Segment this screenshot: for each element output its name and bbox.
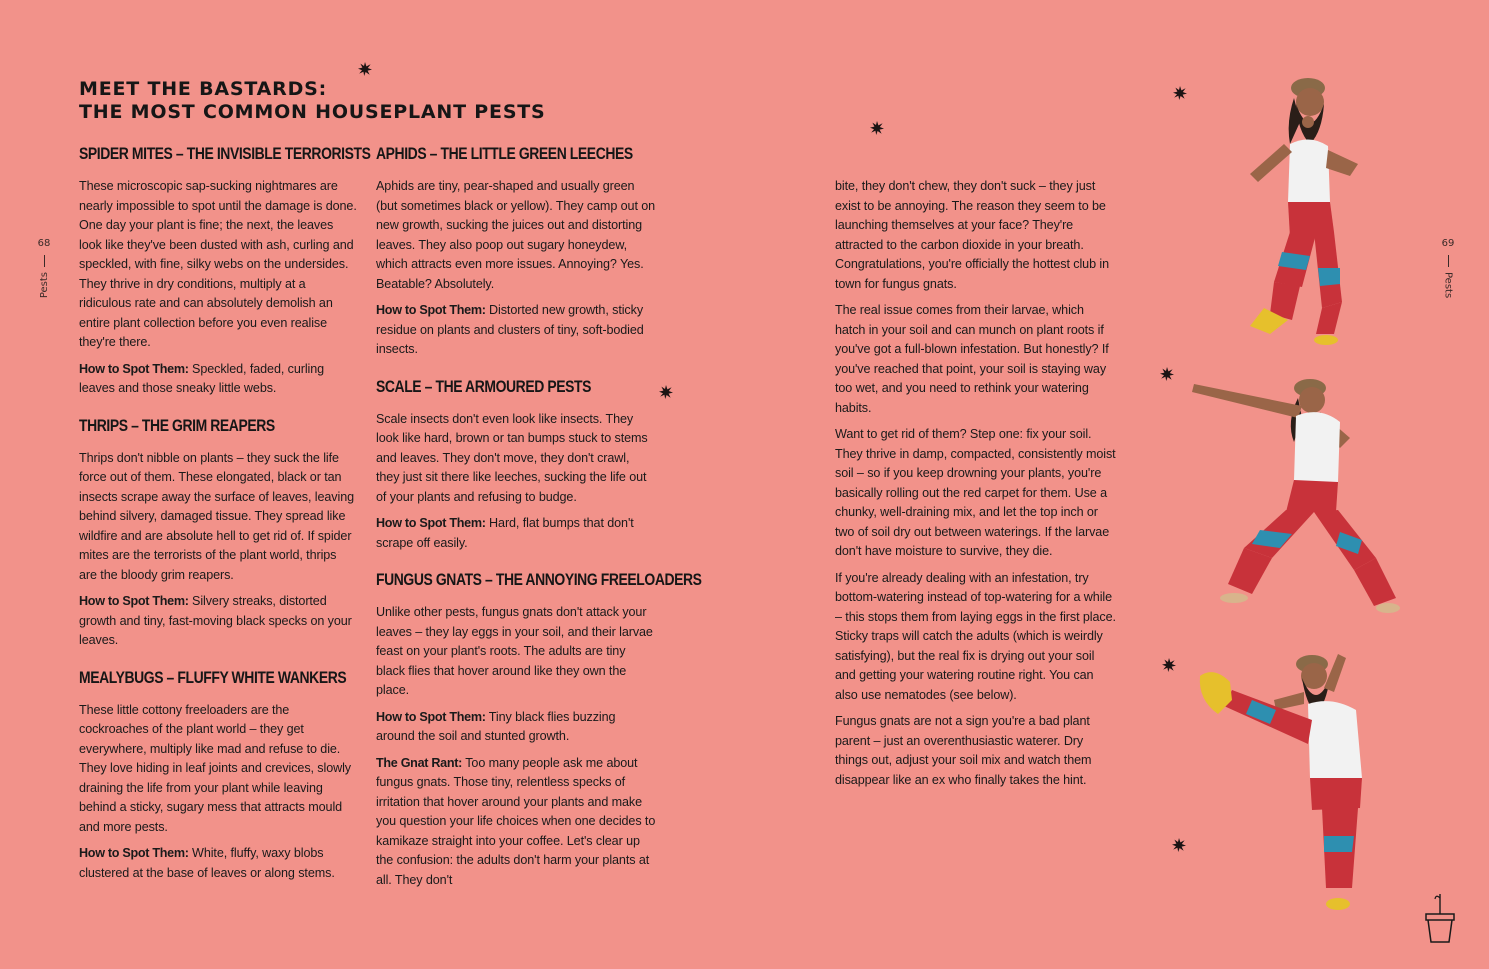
title-line-2: THE MOST COMMON HOUSEPLANT PESTS (79, 101, 546, 123)
column-3 (835, 177, 1117, 797)
spot-text: Speckled, faded, curling leaves and those sneaky little webs. (79, 361, 325, 395)
rant-label: The Gnat Rant: (376, 755, 463, 770)
paragraph-scale: Scale insects don't even look like insects. They look like hard, brown or tan bumps stuck to stems and leaves. They don't move, they don't crawl, they just sit there like leeches, sucking the life out of your plants and refusing to budge. (376, 411, 648, 504)
spot-text: Distorted new growth, sticky residue on plants and clusters of tiny, soft-bodied insects. (376, 303, 644, 356)
column-1 (79, 143, 371, 890)
paragraph-not-a-bad-parent: Fungus gnats are not a sign you're a bad plant parent – just an overenthusiastic waterer. Dry things out, adjust your soil mix and watch them disappear like an ex who finally takes the hint. (835, 714, 1092, 787)
splat-icon (358, 62, 372, 76)
paragraph-fix-soil: Want to get rid of them? Step one: fix your soil. They thrive in damp, compacted, consistently moist soil – so if you keep drowning your plants, you're basically rolling out the red carpet for them. Use a chunky, well-draining mix, and let the top inch or two of soil dry out between waterings. If the larvae don't have moisture to survive, they die. (835, 427, 1116, 558)
heading-aphids: APHIDS – THE LITTLE GREEN LEECHES (376, 144, 633, 163)
paragraph-spider-mites: These microscopic sap-sucking nightmares are nearly impossible to spot until the damage is done. One day your plant is fine; the next, the leaves look like they've been dusted with ash, curling and speckled, with fine, silky webs on the undersides. They thrive in dry conditions, multiply at a ridiculous rate and can absolutely demolish an entire plant collection before you even realise they're there. (79, 179, 357, 349)
paragraph-mealybugs: These little cottony freeloaders are the cockroaches of the plant world – they get everywhere, multiply like mad and refuse to die. They love hiding in leaf joints and crevices, slowly draining the life from your plant while leaving behind a sticky, sugary mess that attracts mould and more pests. (79, 702, 351, 834)
spot-text: Silvery streaks, distorted growth and tiny, fast-moving black specks on your leaves. (79, 594, 352, 647)
page-title (79, 78, 546, 124)
spot-scale (376, 514, 656, 553)
spot-spider-mites (79, 360, 357, 399)
heading-scale: SCALE – THE ARMOURED PESTS (376, 376, 591, 396)
splat-icon (1162, 658, 1176, 672)
paragraph-larvae: The real issue comes from their larvae, which hatch in your soil and can munch on plant roots if you've got a full-blown infestation. But honestly? If you've reached that point, your soil is staying way too wet, and you need to rethink your watering habits. (835, 303, 1109, 415)
page-marker-right (1440, 238, 1456, 298)
section-label-right: Pests (1442, 272, 1454, 299)
spot-fungus-gnats (376, 708, 656, 747)
divider (44, 255, 45, 267)
heading-mealybugs: MEALYBUGS – FLUFFY WHITE WANKERS (79, 667, 347, 687)
person-photo-kick-pose (1192, 648, 1392, 916)
spot-label: How to Spot Them: (376, 709, 486, 724)
spot-label: How to Spot Them: (79, 846, 189, 860)
spot-text: Hard, flat bumps that don't scrape off easily. (376, 516, 634, 550)
paragraph-fungus-gnats: Unlike other pests, fungus gnats don't attack your leaves – they lay eggs in your soil, and their larvae feast on your plant's roots. The adults are tiny black flies that hover around like they own the place. (376, 605, 653, 697)
splat-icon (1173, 86, 1187, 100)
spot-text: Tiny black flies buzzing around the soil and stunted growth. (376, 709, 616, 743)
paragraph-infestation: If you're already dealing with an infestation, try bottom-watering instead of top-watering for a while – this stops them from laying eggs in the first place. Sticky traps will catch the adults (which is weirdly satisfying), but the real fix is drying out your soil and getting your watering routine right. You can also use nematodes (see below). (835, 570, 1116, 702)
spot-text: White, fluffy, waxy blobs clustered at the base of leaves or along stems. (79, 846, 335, 880)
heading-thrips: THRIPS – THE GRIM REAPERS (79, 415, 275, 435)
spot-aphids (376, 301, 656, 360)
paragraph-aphids: Aphids are tiny, pear-shaped and usually green (but sometimes black or yellow). They camp out on new growth, sucking the juices out and distorting leaves. They also poop out sugary honeydew, which attracts even more issues. Annoying? Yes. Beatable? Absolutely. (376, 179, 656, 291)
spot-label: How to Spot Them: (376, 516, 486, 530)
splat-icon (1172, 838, 1186, 852)
page-number-right: 69 (1441, 238, 1455, 249)
spot-label: How to Spot Them: (376, 303, 486, 317)
divider (1448, 255, 1449, 267)
heading-spider-mites: SPIDER MITES – THE INVISIBLE TERRORISTS (79, 144, 371, 163)
gnat-rant (376, 754, 656, 891)
plant-pot-icon (1422, 890, 1458, 946)
spot-mealybugs (79, 844, 357, 883)
splat-icon (1160, 367, 1174, 381)
column-2 (376, 143, 702, 897)
section-label-left: Pests (38, 272, 50, 299)
splat-icon (659, 385, 673, 399)
person-photo-guard-pose (1230, 72, 1400, 352)
page-marker-left (36, 238, 52, 298)
page-number-left: 68 (37, 238, 51, 249)
person-photo-punch-pose (1190, 372, 1405, 618)
spot-label: How to Spot Them: (79, 594, 189, 608)
paragraph-gnats-continued: bite, they don't chew, they don't suck – they just exist to be annoying. The reason they seem to be launching themselves at your face? They're attracted to the carbon dioxide in your breath. Congratulations, you're officially the hottest club in town for fungus gnats. (835, 179, 1109, 291)
rant-text: Too many people ask me about fungus gnats. Those tiny, relentless specks of irritation that hover around your plants and make you question your life choices when one decides to kamikaze straight into your coffee. Let's clear up the confusion: the adults don't harm your plants at all. They don't (376, 755, 656, 887)
spot-label: How to Spot Them: (79, 361, 189, 376)
spot-thrips (79, 592, 357, 651)
splat-icon (870, 121, 884, 135)
heading-fungus-gnats: FUNGUS GNATS – THE ANNOYING FREELOADERS (376, 570, 702, 589)
paragraph-thrips: Thrips don't nibble on plants – they suck the life force out of them. These elongated, black or tan insects scrape away the surface of leaves, leaving behind silvery, damaged tissue. They spread like wildfire and are absolute hell to get rid of. If spider mites are the terrorists of the plant world, thrips are the bloody grim reapers. (79, 450, 355, 582)
title-line-1: MEET THE BASTARDS: (79, 78, 328, 100)
